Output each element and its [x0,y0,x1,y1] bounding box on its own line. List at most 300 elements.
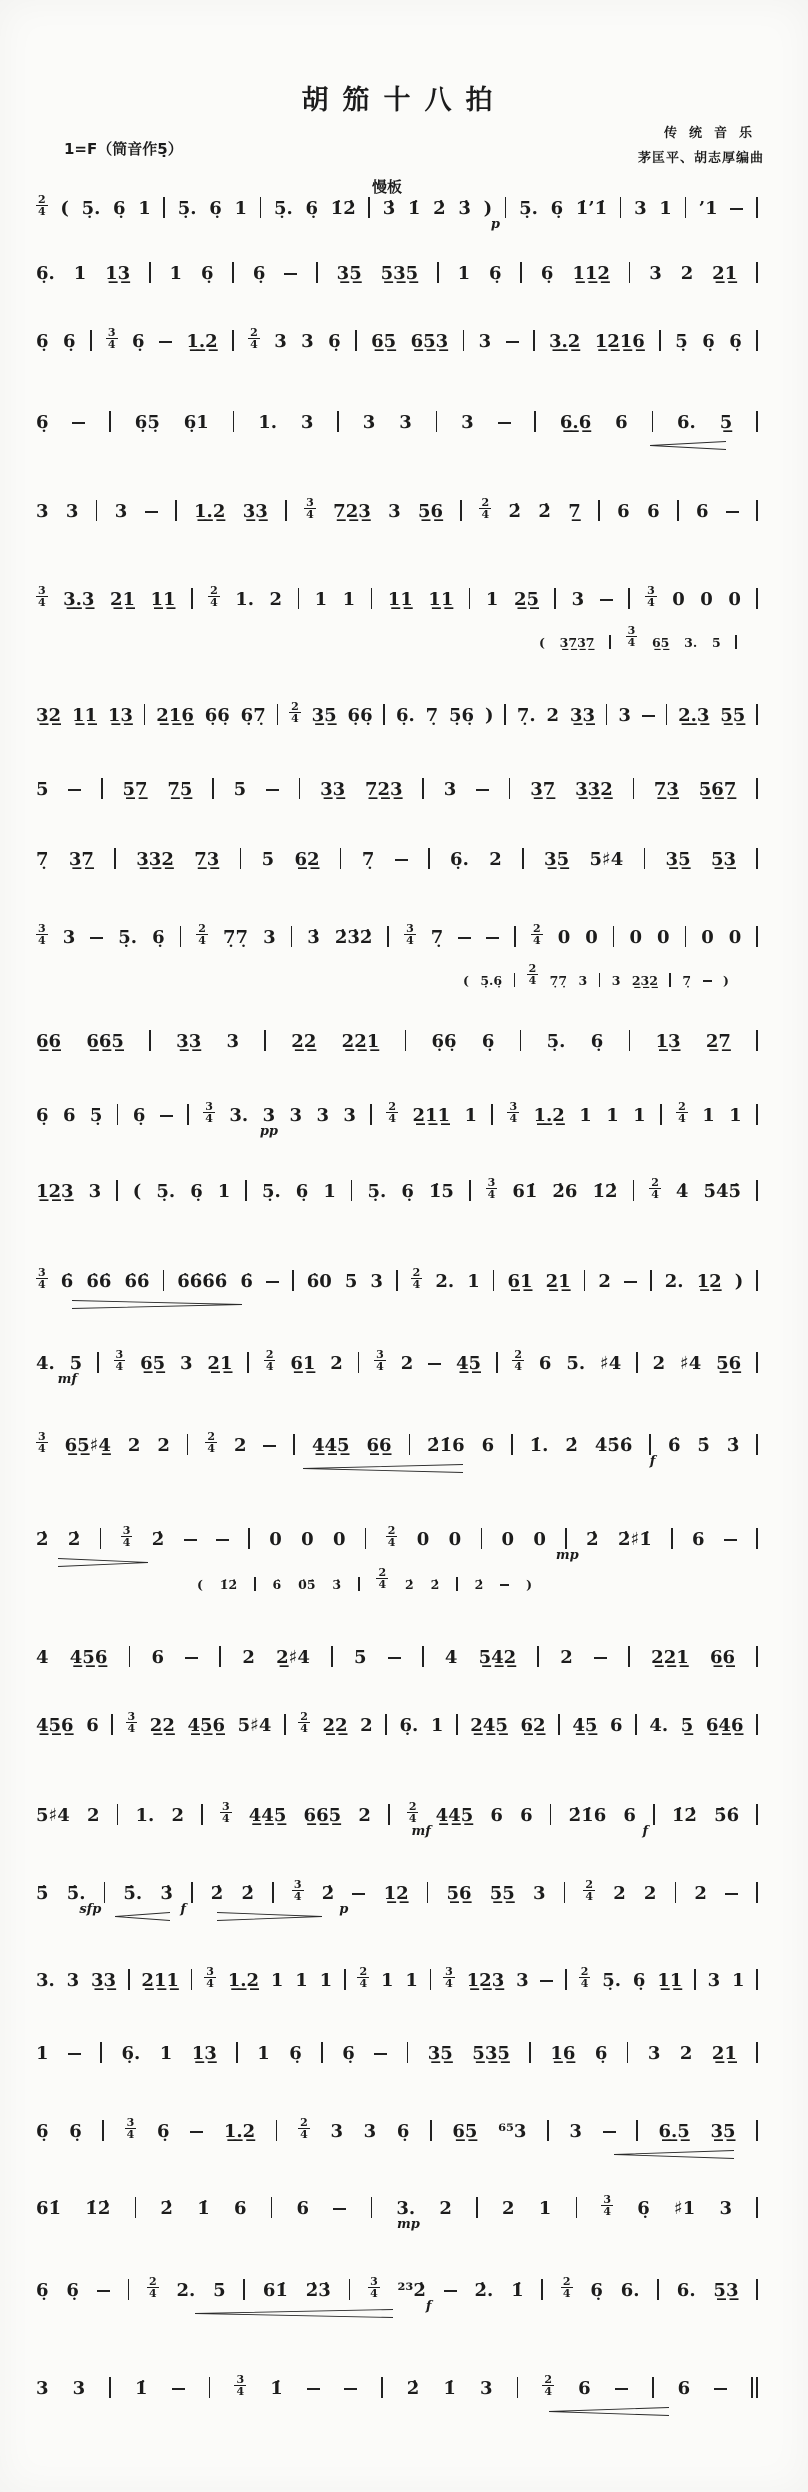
score-line [36,1642,758,1668]
time-signature: $\frac{2}{4}$ [148,2274,157,2301]
barline [248,1528,250,1549]
note-token: 5̣6̣ [449,705,475,727]
note-token: 1 [633,1105,646,1127]
note-token: 0 [501,1529,514,1551]
barline [97,1352,99,1373]
note-token: 5♯4 [589,849,624,871]
time-signature: $\frac{3}{4}$ [38,583,46,610]
duration-dash [72,422,85,424]
dynamic-marking: sfp [79,1902,102,1917]
barline [422,778,424,799]
note-token: 6̣6̣ [204,705,230,727]
time-signature: $\frac{2}{4}$ [481,495,490,522]
barline [358,1577,360,1591]
note-token: 4̇5̇6̇ [594,1435,633,1457]
note-token: 5̇. [66,1883,86,1905]
note-token: 2̲1̲ [109,589,136,611]
note-token: 0 [448,1529,462,1551]
barline [520,1030,522,1051]
barline [460,500,462,521]
note-token: 1̲1̲ [657,1970,683,1992]
credit-arrangers: 茅匡平、胡志厚编曲 [637,151,764,166]
barline [316,262,318,283]
note-token: 5♯4 [237,1715,272,1737]
note-token: 6 [623,1805,636,1827]
note-token: 6̣ [702,331,715,353]
note-token: 3̇ [726,1435,740,1457]
dynamic-marking: f [642,1824,649,1839]
note-token: 6̇6̇6̇6̇ [177,1271,228,1293]
duration-dash [263,1445,276,1447]
note-token: 0 [585,927,598,949]
note-token: 5̣. [367,1181,387,1203]
note-token: 6̣ [396,2121,410,2143]
barline [117,1104,119,1125]
barline [456,1577,458,1591]
barline [469,588,471,609]
barline [96,500,98,521]
note-token: 3̲3̲ [242,501,268,523]
note-token: 1̇2̇ [85,2198,111,2220]
dynamic-marking: p [490,217,500,232]
note-token: 2̲1̲6̲ [156,705,194,727]
note-token: 6. [677,412,696,434]
note-token: 0 [700,589,713,611]
barline [299,778,301,799]
barline [554,588,556,609]
barline [644,848,646,869]
note-token: 2̲1̲1̲ [412,1105,451,1127]
cue-line [463,961,729,989]
note-token: 2̇♯1̇ [618,1529,652,1551]
barline [90,330,92,351]
note-token: 1. [235,589,255,611]
note-token: 7̲5̲ [167,779,193,801]
note-token: 1̇ [407,198,421,220]
barline [652,411,654,432]
barline [368,197,370,218]
duration-dash [486,937,499,939]
note-token: 5̣.6̣ [480,973,503,989]
barline [212,778,214,799]
note-token: 1̲1̲ [150,589,176,611]
barline [232,262,234,283]
barline [628,1646,630,1667]
note-token: 3 [226,1031,240,1053]
time-signature: $\frac{3}{4}$ [221,1799,230,1826]
note-token: 6̲6̲5̲ [303,1805,342,1827]
expression-marks-row [36,2140,758,2156]
barline [135,2197,137,2218]
note-token: 1̇2̇ [592,1181,618,1203]
note-token: 1. [135,1805,155,1827]
note-token: 1 [485,589,499,611]
note-token: 1̲3̲ [107,705,133,727]
note-token: 3̲7̲ [68,849,94,871]
note-token: 5 [261,849,275,871]
note-token: ♯4 [679,1353,702,1375]
note-token: 6̣. [121,2043,141,2065]
note-token: 2̲2̲ [149,1715,175,1737]
note-token: 6̲.̲6̲ [559,412,592,434]
note-token: 3̲3̲2̲ [575,779,613,801]
note-token: 3̲5̲ [336,263,362,285]
note-token: 3̲2̲ [36,705,62,727]
barline [756,1528,758,1549]
barline [129,1646,131,1667]
barline [254,1577,256,1591]
barline [653,1804,655,1825]
note-token: 2̲1̲ [207,1353,233,1375]
note-token: 3 [443,779,457,801]
barline [652,2377,654,2398]
note-token: 7̣ [361,849,375,871]
duration-dash [68,789,81,791]
note-token: 3̇ [382,198,396,220]
note-token: 2̇ [210,1883,224,1905]
note-token: 4̲5̲6̲ [69,1647,108,1669]
duration-dash [458,937,471,939]
barline [163,197,165,218]
score-line [36,496,758,522]
note-token: 2̲2̲1̲ [651,1647,689,1669]
barline [481,1528,483,1549]
barline [756,1030,758,1051]
note-token: 2̇. [474,2280,494,2302]
time-signature: $\frac{2}{4}$ [678,1099,686,1126]
crescendo-hairpin-icon [549,2401,669,2420]
note-token: 6̲.̲5̲ [658,2121,690,2143]
barline [427,1882,429,1903]
duration-dash [724,1539,737,1541]
note-token: 6̣ [200,263,214,285]
duration-dash [506,341,519,343]
barline [114,848,116,869]
barline [430,1969,432,1990]
note-token: 3 [569,2121,582,2143]
barline [547,2120,549,2141]
note-token: 2 [546,705,560,727]
note-token: 1̲2̲ [696,1271,722,1293]
note-token: 4̲5̲ [572,1715,598,1737]
barline [191,1969,193,1990]
note-token: 5̲7̲ [122,779,148,801]
note-token: 61̇ [36,2198,62,2220]
duration-dash [68,2053,81,2055]
note-token: 3 [571,589,585,611]
barline [756,500,758,521]
duration-dash [160,1115,173,1117]
barline [260,197,262,218]
note-token: 3̲7̲ [530,779,556,801]
note-token: 2 [358,1805,371,1827]
note-token: 4̲4̲5̲ [248,1805,287,1827]
barline [370,1104,372,1125]
note-token: 5̲3̲5̲ [380,263,419,285]
time-signature: $\frac{3}{4}$ [627,623,636,650]
note-token: 3 [114,501,128,523]
note-token: 6̣ [590,2280,603,2302]
duration-dash [216,1539,229,1541]
note-token: 3. [396,2198,416,2220]
note-token: 3 [370,1271,383,1293]
note-token: 0 [701,927,714,949]
barline [756,1646,758,1667]
note-token: 2 [598,1271,611,1293]
note-token: 5̣. [519,198,538,220]
barline [756,1104,758,1125]
score-line [36,844,758,870]
note-token: 5̲6̲ [418,501,444,523]
barline [633,778,635,799]
note-token: ( [132,1181,142,1203]
barline [271,2197,273,2218]
note-token: 3 [72,2378,86,2400]
expression-marks-row [36,1124,758,1140]
score-line [36,584,758,610]
barline [117,1804,119,1825]
score-line [36,1877,758,1917]
duration-dash [266,1281,279,1283]
note-token: 1 [138,198,151,220]
barline [469,1180,471,1201]
note-token: 6̣ [729,331,742,353]
note-token: 1 [729,1105,742,1127]
note-token: 6 [578,2378,591,2400]
note-token: 5̇6̇ [714,1805,740,1827]
note-token: 6̲6̲ [36,1031,62,1053]
barline [292,1270,294,1291]
time-signature: $\frac{3}{4}$ [236,2372,245,2399]
note-token: 7̣. [516,705,536,727]
barline [685,197,687,218]
note-token: 3 [316,1105,329,1127]
barline [149,262,151,283]
expression-marks-row [36,1290,758,1306]
duration-dash [714,2388,727,2390]
barline [735,635,737,649]
note-token: 3 [62,927,76,949]
note-token: 61̇ [262,2280,288,2302]
barline [101,778,103,799]
barline [514,973,516,987]
note-token: 2 [330,1353,343,1375]
note-token: 4. [36,1353,55,1375]
note-token: 4̲5̲6̲ [36,1715,74,1737]
note-token: 3 [274,331,287,353]
note-token: 5̣ [675,331,688,353]
note-token: 2 [652,1353,666,1375]
duration-dash [374,2053,387,2055]
note-token: 1 [457,263,471,285]
note-token: 1 [405,1970,418,1992]
note-token: 2. [435,1271,455,1293]
note-token: 1̲3̲ [655,1031,681,1053]
score-line [36,2373,758,2399]
note-token: 6̣ [36,331,49,353]
note-token: 1̇2̇ [671,1805,697,1827]
dynamic-marking: pp [259,1124,278,1139]
note-token: 1 [464,1105,477,1127]
barline [756,411,758,432]
barline [175,500,177,521]
note-token: 6̣ [594,2043,608,2065]
note-token: 3. [684,635,698,651]
note-token: 2̇ [404,1577,414,1593]
note-token: 3̲.̲3̲ [63,589,95,611]
note-token: 6̣ [157,2121,170,2143]
note-token: 2̇6 [552,1181,578,1203]
barline [371,2197,373,2218]
time-signature: $\frac{2}{4}$ [651,1175,659,1202]
barline [284,1714,286,1735]
note-token: 1̇ [270,2378,283,2400]
barline [756,1180,758,1201]
barline [331,1646,333,1667]
note-token: 2 [679,2043,693,2065]
note-token: 6 [692,1529,705,1551]
note-token: 5 [36,779,49,801]
time-signature: $\frac{3}{4}$ [293,1877,302,1904]
barline [149,1030,151,1051]
expression-marks-row [36,431,758,447]
note-token: 3 [634,198,647,220]
note-token: 3̲5̲ [427,2043,453,2065]
note-token: 6̣ [252,263,266,285]
note-token: 6̣ [328,331,341,353]
barline [599,973,601,987]
barline [565,1969,567,1990]
note-token: 6̣ [550,198,564,220]
barline [109,2377,111,2398]
time-signature: $\frac{2}{4}$ [388,1099,397,1126]
time-signature: $\frac{3}{4}$ [122,1523,131,1550]
duration-dash [725,1893,738,1895]
note-token: 6̇6̇ [124,1271,150,1293]
barline [636,2120,638,2141]
note-token: 2̇ [160,2198,173,2220]
barline [756,588,758,609]
note-token: 6̣. [450,849,469,871]
note-token: 6 [151,1647,164,1669]
note-token: 1̇’1̇ [575,198,608,220]
note-token: 6̲6̲ [366,1435,392,1457]
time-signature: $\frac{2}{4}$ [533,921,541,948]
time-signature: $\frac{3}{4}$ [406,921,414,948]
note-token: 6 [538,1353,552,1375]
barline [756,2197,758,2218]
score-line [36,407,758,433]
barline [104,1882,106,1903]
duration-dash [184,1539,197,1541]
note-token: 5̲3̲ [710,849,737,871]
barline [144,704,146,725]
note-token: 1 [319,1970,333,1992]
barline [191,588,193,609]
note-token: 2 [680,263,694,285]
note-token: 2̇ [474,1577,484,1593]
note-token: 2̲1̲1̲ [141,1970,179,1992]
note-token: 6̣1 [183,412,209,434]
barline [396,1270,398,1291]
note-token: 2̲4̲5̲ [470,1715,508,1737]
note-token: 6̇ [240,1271,253,1293]
barline [694,1969,696,1990]
note-token: 1̇2̇ [330,198,356,220]
score-line [36,1099,758,1139]
dynamic-marking: mp [555,1548,579,1563]
barline [756,1714,758,1735]
cue-line [539,623,737,651]
barline [609,635,611,649]
score-line [36,1026,758,1052]
note-token: 2̲7̲ [705,1031,731,1053]
barline [293,1434,295,1455]
note-token: 6̣ [632,1970,646,1992]
note-token: 1 [731,1970,745,1992]
decrescendo-hairpin-icon [58,1552,148,1571]
expression-marks-row [36,2217,758,2233]
note-token: 2 [400,1353,414,1375]
barline [504,704,506,725]
note-token: 1̇. [529,1435,549,1457]
barline [659,330,661,351]
crescendo-hairpin-icon [195,2303,393,2322]
note-token: 7̲3̲ [194,849,220,871]
note-token: 6̣. [399,1715,419,1737]
note-token: 6̇ [272,1577,282,1593]
score-line [36,2274,758,2314]
barline [232,330,234,351]
note-token: 1̲3̲ [191,2043,217,2065]
note-token: 1̇ [443,2378,456,2400]
barline [620,197,622,218]
note-token: 1 [159,2043,173,2065]
barline [520,262,522,283]
note-token: 2̇3̇ [305,2280,331,2302]
note-token: ♯4 [600,1353,622,1375]
note-token: 5̣. [118,927,138,949]
time-signature: $\frac{2}{4}$ [300,2115,308,2142]
note-token: 3 [388,501,401,523]
note-token: ( [463,973,469,989]
barline [298,588,300,609]
duration-dash [498,422,511,424]
time-signature: $\frac{3}{4}$ [487,1175,496,1202]
duration-dash [97,2290,110,2292]
duration-dash [428,1363,441,1365]
note-token: 3 [578,973,588,989]
note-token: 6̣. [36,263,55,285]
note-token: 2̇ [538,501,551,523]
barline [109,411,111,432]
note-token: 1̲2̲3̲ [36,1181,74,1203]
note-token: 7̲2̲3̲ [333,501,371,523]
barline [365,1528,367,1549]
note-token: 3 [180,1353,193,1375]
duration-dash [600,599,613,601]
score-line [36,922,758,948]
note-token: 3̲.̲2̲ [548,331,581,353]
barline [219,1646,221,1667]
note-token: 5 [344,1271,358,1293]
time-signature: $\frac{3}{4}$ [445,1964,453,1991]
barline [613,926,615,947]
note-token: 2 [489,849,502,871]
note-token: 6. [620,2280,640,2302]
note-token: 7̲2̲3̲ [365,779,403,801]
note-token: 5̣. [273,198,293,220]
